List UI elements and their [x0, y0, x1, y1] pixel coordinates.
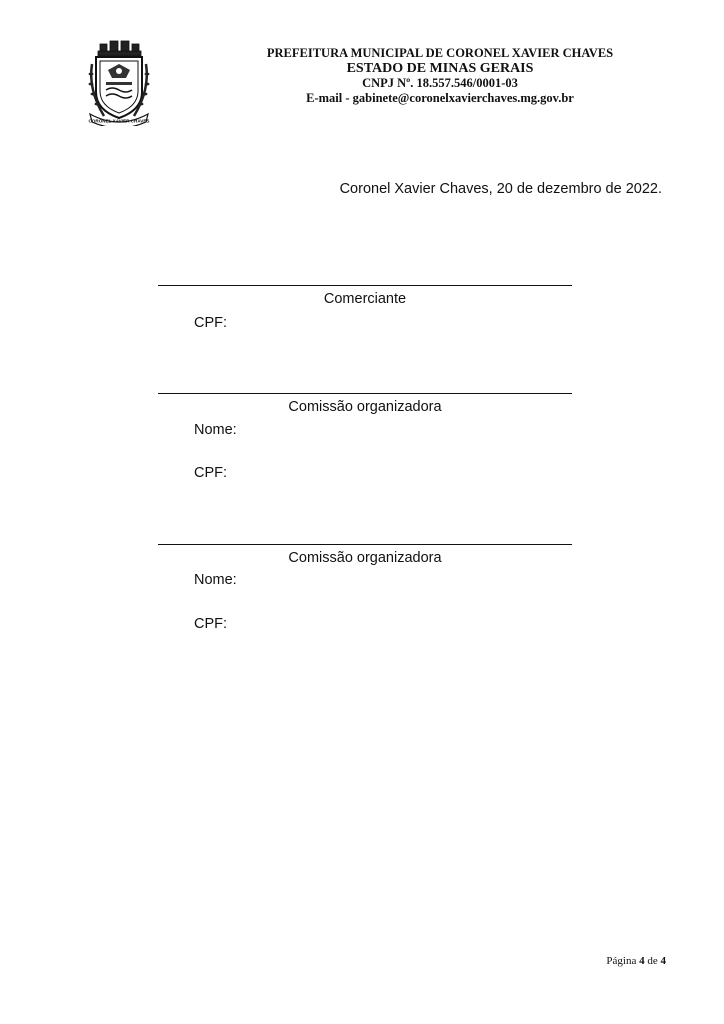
letterhead-cnpj: CNPJ Nº. 18.557.546/0001-03 [362, 76, 518, 90]
letterhead-state: ESTADO DE MINAS GERAIS [346, 61, 534, 76]
letterhead [230, 46, 650, 106]
letterhead-municipality: PREFEITURA MUNICIPAL DE CORONEL XAVIER CHAVES [266, 46, 614, 60]
committee-1-cpf-label: CPF: [194, 465, 228, 481]
committee-1-name-label: Nome: [194, 422, 237, 438]
merchant-cpf-label: CPF: [194, 315, 228, 331]
signature-role-committee-1: Comissão organizadora [288, 399, 442, 415]
municipal-coat-of-arms-icon [86, 40, 152, 126]
page-number-prefix: Página [606, 955, 637, 967]
committee-2-name-label: Nome: [194, 572, 237, 588]
signature-line-committee-1 [158, 393, 572, 394]
signature-role-committee-2: Comissão organizadora [288, 550, 442, 566]
page-number-separator: de [647, 955, 658, 967]
signature-line-committee-2 [158, 544, 572, 545]
date-line: Coronel Xavier Chaves, 20 de dezembro de 2022. [339, 181, 662, 197]
letterhead-email: E-mail - gabinete@coronelxavierchaves.mg.gov.br [306, 91, 574, 105]
seal-ribbon-text: CORONEL XAVIER CHAVES [88, 118, 150, 124]
page-number-total: 4 [660, 955, 666, 967]
signature-line-merchant [158, 285, 572, 286]
committee-2-cpf-label: CPF: [194, 616, 228, 632]
page-number-current: 4 [639, 955, 645, 967]
signature-role-merchant: Comerciante [323, 291, 407, 307]
page-number [606, 955, 666, 967]
